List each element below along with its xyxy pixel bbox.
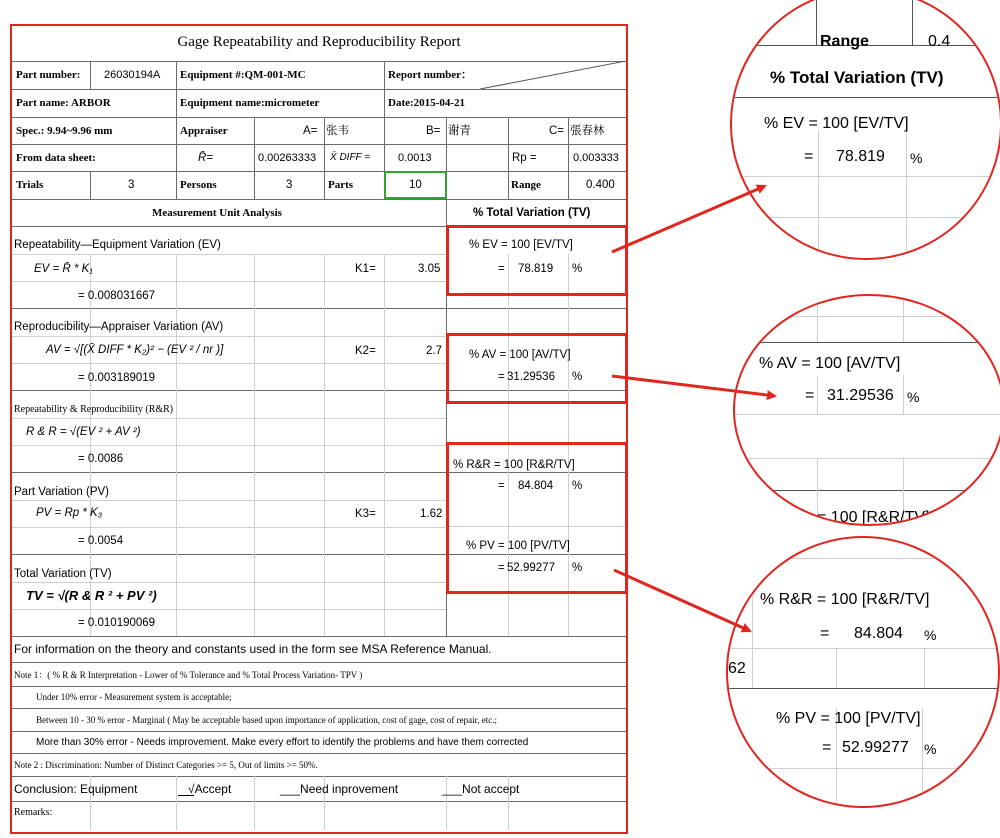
- av-title: Reproducibility—Appraiser Variation (AV): [14, 321, 224, 333]
- zoom-rr-value: 84.804: [854, 625, 903, 642]
- zoom-range-label: Range: [820, 33, 869, 50]
- arrow-av: [612, 376, 775, 396]
- av-pct-unit: %: [572, 371, 583, 383]
- report-date: Date:2015-04-21: [388, 97, 465, 109]
- k3-label: K3=: [355, 508, 376, 520]
- rbar-label: R̄=: [198, 152, 214, 164]
- rr-pct-formula: % R&R = 100 [R&R/TV]: [453, 459, 575, 471]
- accept-option[interactable]: √Accept: [188, 782, 232, 796]
- rr-formula: R & R = √(EV ² + AV ²): [26, 426, 141, 438]
- zoom-ev-eq: =: [804, 148, 814, 165]
- note1-a: Under 10% error - Measurement system is acceptable;: [36, 692, 232, 702]
- rp-label: Rp =: [512, 152, 537, 164]
- zoom-pv-formula: % PV = 100 [PV/TV]: [776, 710, 921, 727]
- from-data-sheet: From data sheet:: [16, 152, 96, 164]
- rp-value: 0.003333: [573, 152, 619, 164]
- arrow-pv: [614, 570, 750, 631]
- parts-label: Parts: [328, 179, 354, 191]
- zoom-av-value: 31.29536: [827, 387, 894, 404]
- persons-value: 3: [286, 179, 293, 191]
- tv-result: = 0.010190069: [78, 617, 156, 629]
- rr-result: = 0.0086: [78, 453, 124, 465]
- av-pct-value: 31.29536: [507, 371, 555, 383]
- ev-result: = 0.008031667: [78, 290, 156, 302]
- pv-pct-value: 52.99277: [507, 562, 555, 574]
- zoom-k3-partial: 62: [728, 660, 746, 677]
- av-result: = 0.003189019: [78, 372, 156, 384]
- k1-label: K1=: [355, 263, 376, 275]
- note1-c: More than 30% error - Needs improvement. Make every effort to identify the problems and have them corrected: [36, 737, 529, 748]
- ev-pct-formula: % EV = 100 [EV/TV]: [469, 239, 573, 251]
- appraiser-b-label: B=: [426, 125, 441, 137]
- not-accept-option[interactable]: ___Not accept: [442, 782, 520, 796]
- zoom-pv-unit: %: [924, 741, 937, 757]
- zoom-range-partial: 0.4: [928, 33, 951, 50]
- pv-pct-eq: =: [498, 562, 505, 574]
- ev-pct-eq: =: [498, 263, 505, 275]
- appraiser-c-label: C=: [549, 125, 565, 137]
- pv-result: = 0.0054: [78, 535, 124, 547]
- ev-title: Repeatability—Equipment Variation (EV): [14, 239, 221, 251]
- zoom-rr-formula: % R&R = 100 [R&R/TV]: [760, 591, 930, 608]
- k2-label: K2=: [355, 345, 376, 357]
- note1: Note 1：( % R & R Interpretation - Lower of % Tolerance and % Total Process Variation- TPV ): [14, 670, 363, 680]
- zoom-av-formula: % AV = 100 [AV/TV]: [759, 355, 901, 372]
- part-number-label: Part number:: [16, 69, 81, 81]
- parts-value: 10: [409, 179, 422, 191]
- note2: Note 2 : Discrimination: Number of Distinct Categories >= 5, Out of limits >= 50%.: [14, 760, 318, 770]
- note1-b: Between 10 - 30 % error - Marginal ( May be acceptable based upon importance of application, cost of gage, cost of repair, etc.;: [36, 715, 498, 725]
- arrow-ev: [612, 186, 765, 252]
- ev-pct-unit: %: [572, 263, 583, 275]
- av-pct-formula: % AV = 100 [AV/TV]: [469, 349, 571, 361]
- zoom-ev-value: 78.819: [836, 148, 885, 165]
- tv-formula: TV = √(R & R ² + PV ²): [26, 588, 157, 603]
- rr-pct-unit: %: [572, 480, 583, 492]
- zoom-av-eq: =: [805, 387, 815, 404]
- tv-title: Total Variation (TV): [14, 568, 112, 580]
- av-formula: AV = √[(X̄ DIFF * K₂)² − (EV ² / nr )]: [46, 344, 224, 356]
- ev-formula: EV = R̄ * K₁: [34, 263, 93, 275]
- rr-pct-value: 84.804: [518, 480, 554, 492]
- appraiser-c-name: 張春林: [570, 125, 605, 137]
- trials-label: Trials: [16, 179, 44, 191]
- zoom-rr-eq: =: [820, 625, 830, 642]
- range-label: Range: [511, 179, 541, 191]
- zoom-ev-unit: %: [910, 150, 923, 166]
- variation-header: % Total Variation (TV): [473, 207, 591, 219]
- zoom-tv-header: % Total Variation (TV): [770, 68, 944, 87]
- equipment-name: Equipment name:micrometer: [180, 97, 320, 109]
- pv-title: Part Variation (PV): [14, 486, 110, 498]
- persons-label: Persons: [180, 179, 217, 191]
- zoom-ev-formula: % EV = 100 [EV/TV]: [764, 115, 909, 132]
- conclusion-label: Conclusion: Equipment: [14, 782, 138, 796]
- appraiser-a-label: A=: [303, 125, 318, 137]
- k3-value: 1.62: [420, 508, 443, 520]
- xdiff-value: 0.0013: [398, 152, 432, 164]
- ev-pct-value: 78.819: [518, 263, 554, 275]
- av-pct-eq: =: [498, 371, 505, 383]
- k1-value: 3.05: [418, 263, 441, 275]
- zoom-pv-eq: =: [822, 739, 832, 756]
- trials-value: 3: [128, 179, 135, 191]
- appraiser-a-name: 张韦: [326, 125, 349, 137]
- part-number-value: 26030194A: [104, 69, 161, 81]
- equipment-number: Equipment #:QM-001-MC: [180, 69, 306, 81]
- report-number-label: Report number：: [388, 69, 473, 81]
- zoom-rr-unit: %: [924, 627, 937, 643]
- rr-title: Repeatability & Reproducibility (R&R): [14, 404, 174, 415]
- info-text: For information on the theory and constants used in the form see MSA Reference Manual.: [14, 642, 492, 656]
- pv-pct-unit: %: [572, 562, 583, 574]
- rbar-value: 0.00263333: [258, 152, 317, 164]
- analysis-header: Measurement Unit Analysis: [152, 207, 282, 219]
- pv-formula: PV = Rp * K₃: [36, 507, 103, 519]
- xdiff-label: X̄ DIFF =: [330, 152, 371, 163]
- need-improvement-option[interactable]: ___Need inprovement: [280, 782, 399, 796]
- range-value: 0.400: [586, 179, 615, 191]
- zoom-av-unit: %: [907, 389, 920, 405]
- appraiser-b-name: 谢青: [448, 125, 471, 137]
- zoom-rr-partial: = 100 [R&R/TV]: [817, 509, 930, 526]
- appraiser-label: Appraiser: [180, 125, 228, 137]
- remarks-label: Remarks:: [14, 807, 53, 818]
- spec: Spec.: 9.94~9.96 mm: [16, 125, 113, 137]
- rr-pct-eq: =: [498, 480, 505, 492]
- k2-value: 2.7: [426, 345, 442, 357]
- part-name: Part name: ARBOR: [16, 97, 111, 109]
- report-title: Gage Repeatability and Reproducibility Report: [177, 34, 461, 50]
- zoom-pv-value: 52.99277: [842, 739, 909, 756]
- pv-pct-formula: % PV = 100 [PV/TV]: [466, 540, 570, 552]
